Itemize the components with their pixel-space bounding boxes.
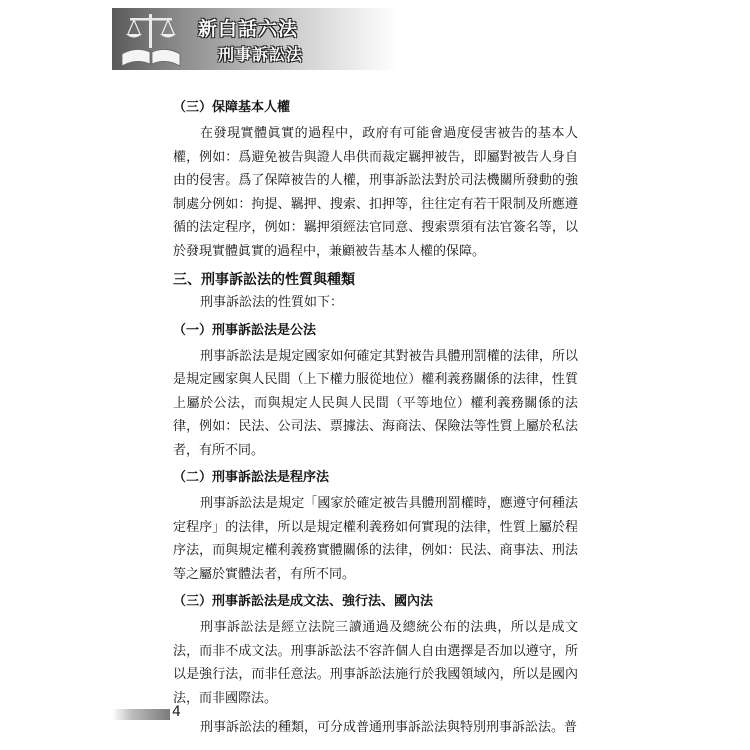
book-title: 新白話六法 <box>198 18 299 40</box>
subsection-heading: （一）刑事訴訟法是公法 <box>173 322 317 338</box>
paragraph: 刑事訴訟法是經立法院三讀通過及總統公布的法典，所以是成文法，而非不成文法。刑事訴訟法不容許個人自由選擇是否加以遵守，所以是強行法，而非任意法。刑事訴訟法施行於我國領域內，所以是國內法，而非國際法。 <box>173 620 578 706</box>
paragraph: 刑事訴訟法是規定國家如何確定其對被告具體刑罰權的法律，所以是規定國家與人民間（上下權力服從地位）權利義務關係的法律，性質上屬於公法，而與規定人民與人民間（平等地位）權利義務關係的法律，例如：民法、公司法、票據法、海商法、保險法等性質上屬於私法者，有所不同。 <box>173 348 578 458</box>
paragraph: 刑事訴訟法的種類，可分成普通刑事訴訟法與特別刑事訴訟法。普 <box>200 720 578 735</box>
subsection-heading: （二）刑事訴訟法是程序法 <box>173 470 330 485</box>
justice-scale-book-icon <box>118 10 184 68</box>
section-heading: 三、刑事訴訟法的性質與種類 <box>173 272 355 288</box>
book-subtitle: 刑事訴訟法 <box>218 45 304 64</box>
paragraph: 刑事訴訟法的性質如下： <box>200 295 344 310</box>
subsection-heading: （三）刑事訴訟法是成文法、強行法、國內法 <box>173 594 434 609</box>
page-number: 4 <box>172 704 181 720</box>
page-number-bar <box>112 709 170 720</box>
paragraph: 刑事訴訟法是規定「國家於確定被告具體刑罰權時，應遵守何種法定程序」的法律，所以是規定權利義務如何實現的法律，性質上屬於程序法，而與規定權利義務實體關係的法律，例如：民法、商事法、刑法等之屬於實體法者，有所不同。 <box>173 496 578 582</box>
paragraph: 在發現實體眞實的過程中，政府有可能會過度侵害被告的基本人權，例如：爲避免被告與證人串供而裁定羈押被告，即屬對被告人身自由的侵害。爲了保障被告的人權，刑事訴訟法對於司法機關所發動的強制處分例如：拘提、羈押、搜索、扣押等，往往定有若干限制及所應遵循的法定程序，例如：羈押須經法官同意、搜索票須有法官簽名等，以於發現實體眞實的過程中，兼顧被告基本人權的保障。 <box>173 126 578 259</box>
subsection-heading: （三）保障基本人權 <box>173 100 291 115</box>
page-content <box>173 98 578 746</box>
